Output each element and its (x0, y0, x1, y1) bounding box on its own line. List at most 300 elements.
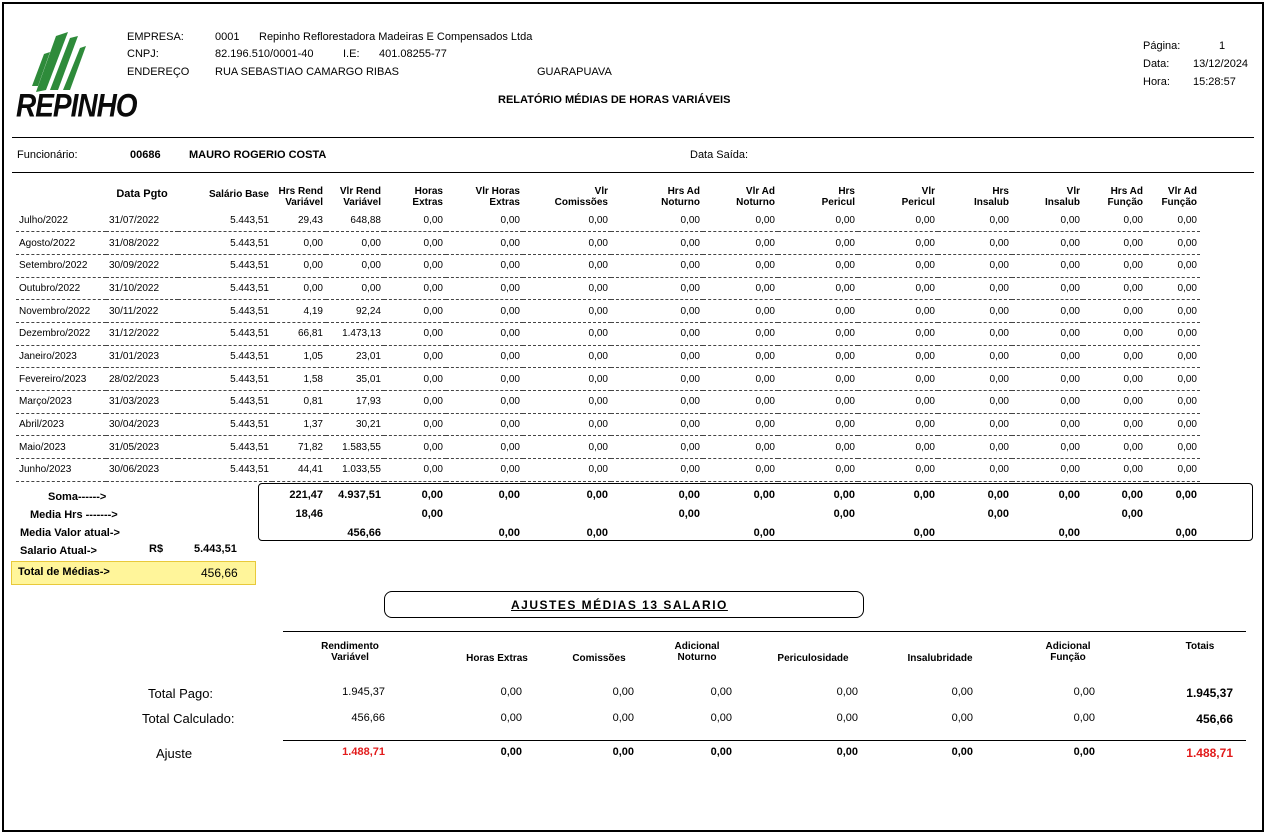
ajustes-value: 0,00 (500, 712, 522, 724)
table-cell: 30/09/2022 (106, 254, 178, 277)
data-label: Data: (1143, 58, 1170, 70)
table-cell: 0,00 (1146, 300, 1200, 323)
table-cell: 31/12/2022 (106, 322, 178, 345)
table-row (16, 322, 1200, 345)
table-cell: 0,00 (1083, 232, 1146, 255)
column-header-line: Hrs (992, 186, 1009, 197)
table-cell: 30/11/2022 (106, 300, 178, 323)
table-cell: 0,00 (938, 277, 1012, 300)
table-cell: 0,00 (523, 300, 611, 323)
table-cell: 0,00 (703, 413, 778, 436)
table-cell: 0,00 (778, 368, 858, 391)
column-header-line: Vlr (1066, 186, 1080, 197)
table-cell: 5.443,51 (178, 300, 272, 323)
ajustes-column-header (290, 641, 410, 663)
summary-value: 0,00 (987, 508, 1009, 520)
total-pago-label: Total Pago: (148, 686, 214, 701)
table-cell: 0,00 (703, 391, 778, 414)
table-cell: 0,00 (1083, 300, 1146, 323)
table-cell: 0,00 (611, 300, 703, 323)
table-cell: 0,00 (1012, 209, 1083, 232)
table-cell: 0,00 (703, 345, 778, 368)
table-cell: 0,00 (523, 413, 611, 436)
table-cell: 0,00 (778, 345, 858, 368)
table-cell: 0,00 (938, 322, 1012, 345)
table-cell: 0,00 (1146, 345, 1200, 368)
table-cell: 0,00 (272, 277, 326, 300)
summary-value: 0,00 (678, 508, 700, 520)
total-calculado-label: Total Calculado: (142, 711, 235, 726)
table-cell: 0,00 (384, 368, 446, 391)
summary-value: 0,00 (1058, 527, 1080, 539)
table-cell: 0,00 (778, 209, 858, 232)
column-header (16, 180, 106, 209)
ajustes-value: 0,00 (951, 686, 973, 698)
column-header-line: Insalub (1044, 197, 1080, 208)
empresa-name: Repinho Reflorestadora Madeiras E Compensados Ltda (259, 31, 533, 43)
table-cell: 0,00 (611, 322, 703, 345)
table-cell: 0,00 (1146, 368, 1200, 391)
summary-value: 0,00 (753, 489, 775, 501)
column-header-line: Hrs Ad (1110, 186, 1143, 197)
table-cell: 0,00 (938, 436, 1012, 459)
table-cell: 0,00 (446, 413, 523, 436)
cnpj-value: 82.196.510/0001-40 (215, 48, 314, 60)
total-medias-value: 456,66 (201, 566, 238, 580)
table-cell: 0,00 (1012, 413, 1083, 436)
endereco-value: RUA SEBASTIAO CAMARGO RIBAS (215, 66, 399, 78)
table-cell: 0,00 (858, 391, 938, 414)
salario-atual-value: 5.443,51 (194, 543, 237, 555)
summary-value: 0,00 (833, 508, 855, 520)
table-cell: 0,00 (1146, 254, 1200, 277)
ajustes-value: 0,00 (612, 686, 634, 698)
column-header-line: Horas (414, 186, 443, 197)
column-header-line: Hrs Rend (278, 186, 323, 197)
empresa-code: 0001 (215, 31, 240, 43)
table-cell: 0,00 (1012, 436, 1083, 459)
column-header (858, 180, 938, 209)
column-header-line: Pericul (821, 197, 855, 208)
table-cell: 0,00 (384, 322, 446, 345)
column-header (178, 180, 272, 209)
table-cell: Março/2023 (16, 391, 106, 414)
ajustes-value: 1.488,71 (1186, 746, 1233, 760)
data-value: 13/12/2024 (1193, 58, 1249, 70)
logo-text: REPINHO (16, 87, 137, 124)
summary-value: 0,00 (913, 527, 935, 539)
table-cell: 0,00 (858, 277, 938, 300)
table-cell: 0,00 (611, 368, 703, 391)
summary-value: 221,47 (289, 489, 323, 501)
table-cell: 0,00 (778, 232, 858, 255)
summary-value: 0,00 (586, 527, 608, 539)
table-cell: 0,00 (1146, 391, 1200, 414)
table-cell: 44,41 (272, 459, 326, 482)
column-header (1012, 180, 1083, 209)
table-cell: 0,00 (858, 436, 938, 459)
column-header-line: Salário Base (208, 188, 269, 200)
table-row (16, 459, 1200, 482)
table-cell: 0,00 (778, 391, 858, 414)
summary-value: 0,00 (753, 527, 775, 539)
table-row (16, 300, 1200, 323)
table-cell: 5.443,51 (178, 209, 272, 232)
soma-label: Soma------> (48, 491, 107, 503)
table-cell: 0,00 (1012, 277, 1083, 300)
table-cell: 71,82 (272, 436, 326, 459)
ajustes-value: 0,00 (710, 712, 732, 724)
table-cell: 0,00 (938, 209, 1012, 232)
ajustes-value: 0,00 (836, 686, 858, 698)
table-cell: 0,00 (611, 391, 703, 414)
table-cell: 0,00 (1146, 413, 1200, 436)
table-cell: 0,00 (858, 254, 938, 277)
table-cell: 0,00 (938, 254, 1012, 277)
table-cell: 0,00 (1012, 368, 1083, 391)
table-cell: 31/10/2022 (106, 277, 178, 300)
table-cell: 30,21 (326, 413, 384, 436)
ajustes-column-header-line: Adicional (674, 641, 720, 652)
ajustes-column-header (1140, 641, 1260, 652)
ie-label: I.E: (343, 48, 360, 60)
table-cell: 0,00 (858, 368, 938, 391)
column-header (1083, 180, 1146, 209)
table-cell: 0,00 (1146, 436, 1200, 459)
table-cell: 66,81 (272, 322, 326, 345)
table-cell: 0,00 (1012, 232, 1083, 255)
table-cell: 35,01 (326, 368, 384, 391)
column-header-line: Vlr Horas (475, 186, 520, 197)
table-cell: 0,00 (703, 209, 778, 232)
divider (283, 631, 1246, 632)
table-cell: 92,24 (326, 300, 384, 323)
column-header-line: Data Pgto (116, 187, 168, 200)
table-cell: 0,00 (446, 254, 523, 277)
table-cell: 0,00 (1083, 322, 1146, 345)
table-cell: 0,00 (703, 277, 778, 300)
table-cell: 0,00 (1146, 232, 1200, 255)
table-cell: 31/08/2022 (106, 232, 178, 255)
table-cell: Setembro/2022 (16, 254, 106, 277)
table-cell: 0,00 (1083, 413, 1146, 436)
column-header-line: Vlr (921, 186, 935, 197)
table-cell: 0,00 (1012, 300, 1083, 323)
table-cell: Abril/2023 (16, 413, 106, 436)
ajustes-column-header-line: Horas Extras (466, 653, 528, 664)
table-row (16, 209, 1200, 232)
summary-value: 0,00 (498, 489, 520, 501)
cidade-value: GUARAPUAVA (537, 66, 612, 78)
ajustes-value: 0,00 (1073, 686, 1095, 698)
table-cell: 0,00 (1146, 277, 1200, 300)
data-saida-label: Data Saída: (690, 149, 749, 161)
ajustes-column-header (637, 641, 757, 663)
table-cell: 0,00 (778, 413, 858, 436)
table-cell: 5.443,51 (178, 277, 272, 300)
table-cell: 0,00 (703, 436, 778, 459)
column-header (703, 180, 778, 209)
column-header (446, 180, 523, 209)
table-cell: 0,00 (938, 232, 1012, 255)
ajustes-column-header-line: Variável (331, 652, 369, 663)
table-cell: 0,00 (384, 345, 446, 368)
table-cell: 0,00 (611, 209, 703, 232)
ajustes-column-header (1008, 641, 1128, 663)
table-cell: 0,00 (384, 232, 446, 255)
table-cell: 0,00 (446, 209, 523, 232)
column-header-line: Noturno (661, 197, 700, 208)
table-cell: 0,00 (1083, 436, 1146, 459)
table-cell: 0,00 (523, 459, 611, 482)
table-cell: 0,00 (938, 300, 1012, 323)
column-header-line: Variável (285, 197, 323, 208)
ajustes-column-header-line: Insalubridade (907, 653, 973, 664)
table-cell: 0,00 (778, 436, 858, 459)
ajustes-column-header-line: Adicional (1045, 641, 1091, 652)
table-cell: 0,00 (1083, 368, 1146, 391)
table-row (16, 368, 1200, 391)
media-hrs-label: Media Hrs -------> (30, 509, 118, 521)
table-cell: 0,00 (1083, 345, 1146, 368)
table-cell: 31/01/2023 (106, 345, 178, 368)
table-cell: 5.443,51 (178, 413, 272, 436)
table-cell: 0,00 (778, 300, 858, 323)
table-cell: 28/02/2023 (106, 368, 178, 391)
summary-value: 0,00 (833, 489, 855, 501)
funcionario-name: MAURO ROGERIO COSTA (189, 149, 327, 161)
ajustes-value: 0,00 (1073, 746, 1095, 758)
table-cell: 0,00 (523, 277, 611, 300)
table-cell: 0,00 (446, 277, 523, 300)
summary-value: 0,00 (421, 508, 443, 520)
table-cell: 0,00 (611, 254, 703, 277)
table-row (16, 232, 1200, 255)
column-header (106, 180, 178, 209)
table-cell: 0,00 (1083, 254, 1146, 277)
column-header (523, 180, 611, 209)
summary-value: 18,46 (295, 508, 323, 520)
table-cell: 0,00 (523, 436, 611, 459)
column-header-line: Extras (489, 197, 520, 208)
ajustes-value: 0,00 (710, 686, 732, 698)
column-header (1146, 180, 1200, 209)
table-cell: 0,00 (938, 459, 1012, 482)
ajustes-value: 1.488,71 (342, 746, 385, 758)
table-cell: Dezembro/2022 (16, 322, 106, 345)
table-cell: Junho/2023 (16, 459, 106, 482)
table-cell: 0,00 (938, 391, 1012, 414)
table-cell: 0,00 (611, 345, 703, 368)
table-cell: 29,43 (272, 209, 326, 232)
ajustes-title: AJUSTES MÉDIAS 13 SALARIO (511, 598, 728, 612)
table-cell: 30/06/2023 (106, 459, 178, 482)
column-header-line: Função (1161, 197, 1197, 208)
table-cell: 648,88 (326, 209, 384, 232)
column-header-line: Vlr (594, 186, 608, 197)
table-cell: 0,81 (272, 391, 326, 414)
currency-label: R$ (149, 543, 164, 555)
summary-value: 0,00 (586, 489, 608, 501)
table-cell: 0,00 (1012, 322, 1083, 345)
hora-label: Hora: (1143, 76, 1170, 88)
hora-value: 15:28:57 (1193, 76, 1236, 88)
table-cell: 0,00 (611, 459, 703, 482)
table-row (16, 413, 1200, 436)
table-cell: Novembro/2022 (16, 300, 106, 323)
salario-atual-label: Salario Atual-> (20, 545, 97, 557)
table-cell: 0,00 (1012, 391, 1083, 414)
summary-value: 4.937,51 (338, 489, 381, 501)
table-cell: 0,00 (523, 345, 611, 368)
table-cell: 0,00 (446, 459, 523, 482)
media-valor-label: Media Valor atual-> (20, 527, 120, 539)
column-header (326, 180, 384, 209)
table-cell: 1,05 (272, 345, 326, 368)
table-body (16, 209, 1200, 481)
summary-value: 0,00 (987, 489, 1009, 501)
table-cell: Maio/2023 (16, 436, 106, 459)
table-cell: 0,00 (703, 300, 778, 323)
ajustes-column-header (880, 653, 1000, 664)
table-cell: 0,00 (446, 436, 523, 459)
table-cell: 0,00 (858, 209, 938, 232)
table-cell: Julho/2022 (16, 209, 106, 232)
table-cell: 0,00 (1146, 322, 1200, 345)
table-cell: 0,00 (778, 322, 858, 345)
monthly-table (16, 180, 1200, 482)
table-cell: 0,00 (703, 368, 778, 391)
ajustes-value: 0,00 (951, 746, 973, 758)
ajustes-value: 0,00 (836, 712, 858, 724)
table-cell: 1.583,55 (326, 436, 384, 459)
table-cell: 0,00 (446, 345, 523, 368)
table-cell: 0,00 (1146, 209, 1200, 232)
ie-value: 401.08255-77 (379, 48, 447, 60)
table-cell: 0,00 (1083, 277, 1146, 300)
column-header-line: Variável (343, 197, 381, 208)
table-cell: 0,00 (858, 345, 938, 368)
table-cell: 0,00 (523, 232, 611, 255)
table-cell: 0,00 (384, 254, 446, 277)
total-medias-label: Total de Médias-> (18, 566, 110, 578)
ajustes-value: 0,00 (612, 746, 634, 758)
ajustes-column-header (753, 653, 873, 664)
ajustes-column-header-line: Totais (1185, 641, 1215, 652)
ajustes-value: 0,00 (836, 746, 858, 758)
table-cell: 0,00 (703, 232, 778, 255)
summary-value: 0,00 (1175, 527, 1197, 539)
ajustes-value: 456,66 (351, 712, 385, 724)
summary-value: 0,00 (1121, 508, 1143, 520)
table-cell: 5.443,51 (178, 345, 272, 368)
empresa-label: EMPRESA: (127, 31, 184, 43)
table-cell: 0,00 (1012, 345, 1083, 368)
summary-value: 0,00 (498, 527, 520, 539)
table-cell: Fevereiro/2023 (16, 368, 106, 391)
table-cell: 5.443,51 (178, 459, 272, 482)
divider (12, 137, 1254, 138)
pagina-value: 1 (1219, 40, 1226, 52)
table-cell: 0,00 (703, 254, 778, 277)
table-cell: 0,00 (611, 277, 703, 300)
table-cell: 0,00 (611, 436, 703, 459)
table-cell: 0,00 (1083, 391, 1146, 414)
table-cell: 0,00 (703, 322, 778, 345)
table-cell: 0,00 (523, 254, 611, 277)
ajustes-column-header-line: Noturno (677, 652, 717, 663)
table-cell: 0,00 (384, 391, 446, 414)
table-cell: 0,00 (1012, 459, 1083, 482)
table-cell: 0,00 (938, 345, 1012, 368)
table-cell: 0,00 (1146, 459, 1200, 482)
table-cell: 30/04/2023 (106, 413, 178, 436)
column-header-line: Função (1107, 197, 1143, 208)
divider (12, 172, 1254, 173)
table-cell: 0,00 (523, 322, 611, 345)
table-cell: 0,00 (1012, 254, 1083, 277)
pagina-label: Página: (1143, 40, 1181, 52)
table-cell: Janeiro/2023 (16, 345, 106, 368)
column-header (272, 180, 326, 209)
table-cell: 0,00 (446, 322, 523, 345)
ajustes-value: 1.945,37 (342, 686, 385, 698)
table-cell: 0,00 (446, 368, 523, 391)
table-cell: 0,00 (523, 368, 611, 391)
table-cell: Agosto/2022 (16, 232, 106, 255)
table-cell: 0,00 (938, 413, 1012, 436)
table-header (16, 180, 1200, 209)
table-cell: 0,00 (384, 436, 446, 459)
column-header (938, 180, 1012, 209)
table-cell: 5.443,51 (178, 368, 272, 391)
table-cell: 31/07/2022 (106, 209, 178, 232)
table-cell: 0,00 (384, 277, 446, 300)
column-header-line: Extras (412, 197, 443, 208)
summary-value: 0,00 (1058, 489, 1080, 501)
summary-value: 0,00 (678, 489, 700, 501)
table-cell: 0,00 (446, 232, 523, 255)
table-cell: 4,19 (272, 300, 326, 323)
ajustes-value: 0,00 (500, 686, 522, 698)
table-row (16, 345, 1200, 368)
table-cell: 1.033,55 (326, 459, 384, 482)
table-cell: 0,00 (1083, 459, 1146, 482)
table-cell: 0,00 (384, 413, 446, 436)
ajustes-value: 0,00 (500, 746, 522, 758)
table-cell: 0,00 (446, 391, 523, 414)
table-row (16, 254, 1200, 277)
table-cell: 0,00 (938, 368, 1012, 391)
column-header-line: Noturno (736, 197, 775, 208)
table-cell: 0,00 (446, 300, 523, 323)
table-cell: 0,00 (858, 300, 938, 323)
table-cell: 0,00 (384, 300, 446, 323)
table-cell: 23,01 (326, 345, 384, 368)
ajustes-column-header-line: Periculosidade (777, 653, 849, 664)
table-cell: 1,37 (272, 413, 326, 436)
table-cell: 0,00 (858, 459, 938, 482)
table-cell: 0,00 (326, 232, 384, 255)
table-cell: Outubro/2022 (16, 277, 106, 300)
ajustes-value: 1.945,37 (1186, 686, 1233, 700)
table-cell: 0,00 (1083, 209, 1146, 232)
table-cell: 5.443,51 (178, 254, 272, 277)
table-cell: 0,00 (778, 459, 858, 482)
table-cell: 17,93 (326, 391, 384, 414)
table-row (16, 391, 1200, 414)
table-cell: 0,00 (778, 254, 858, 277)
